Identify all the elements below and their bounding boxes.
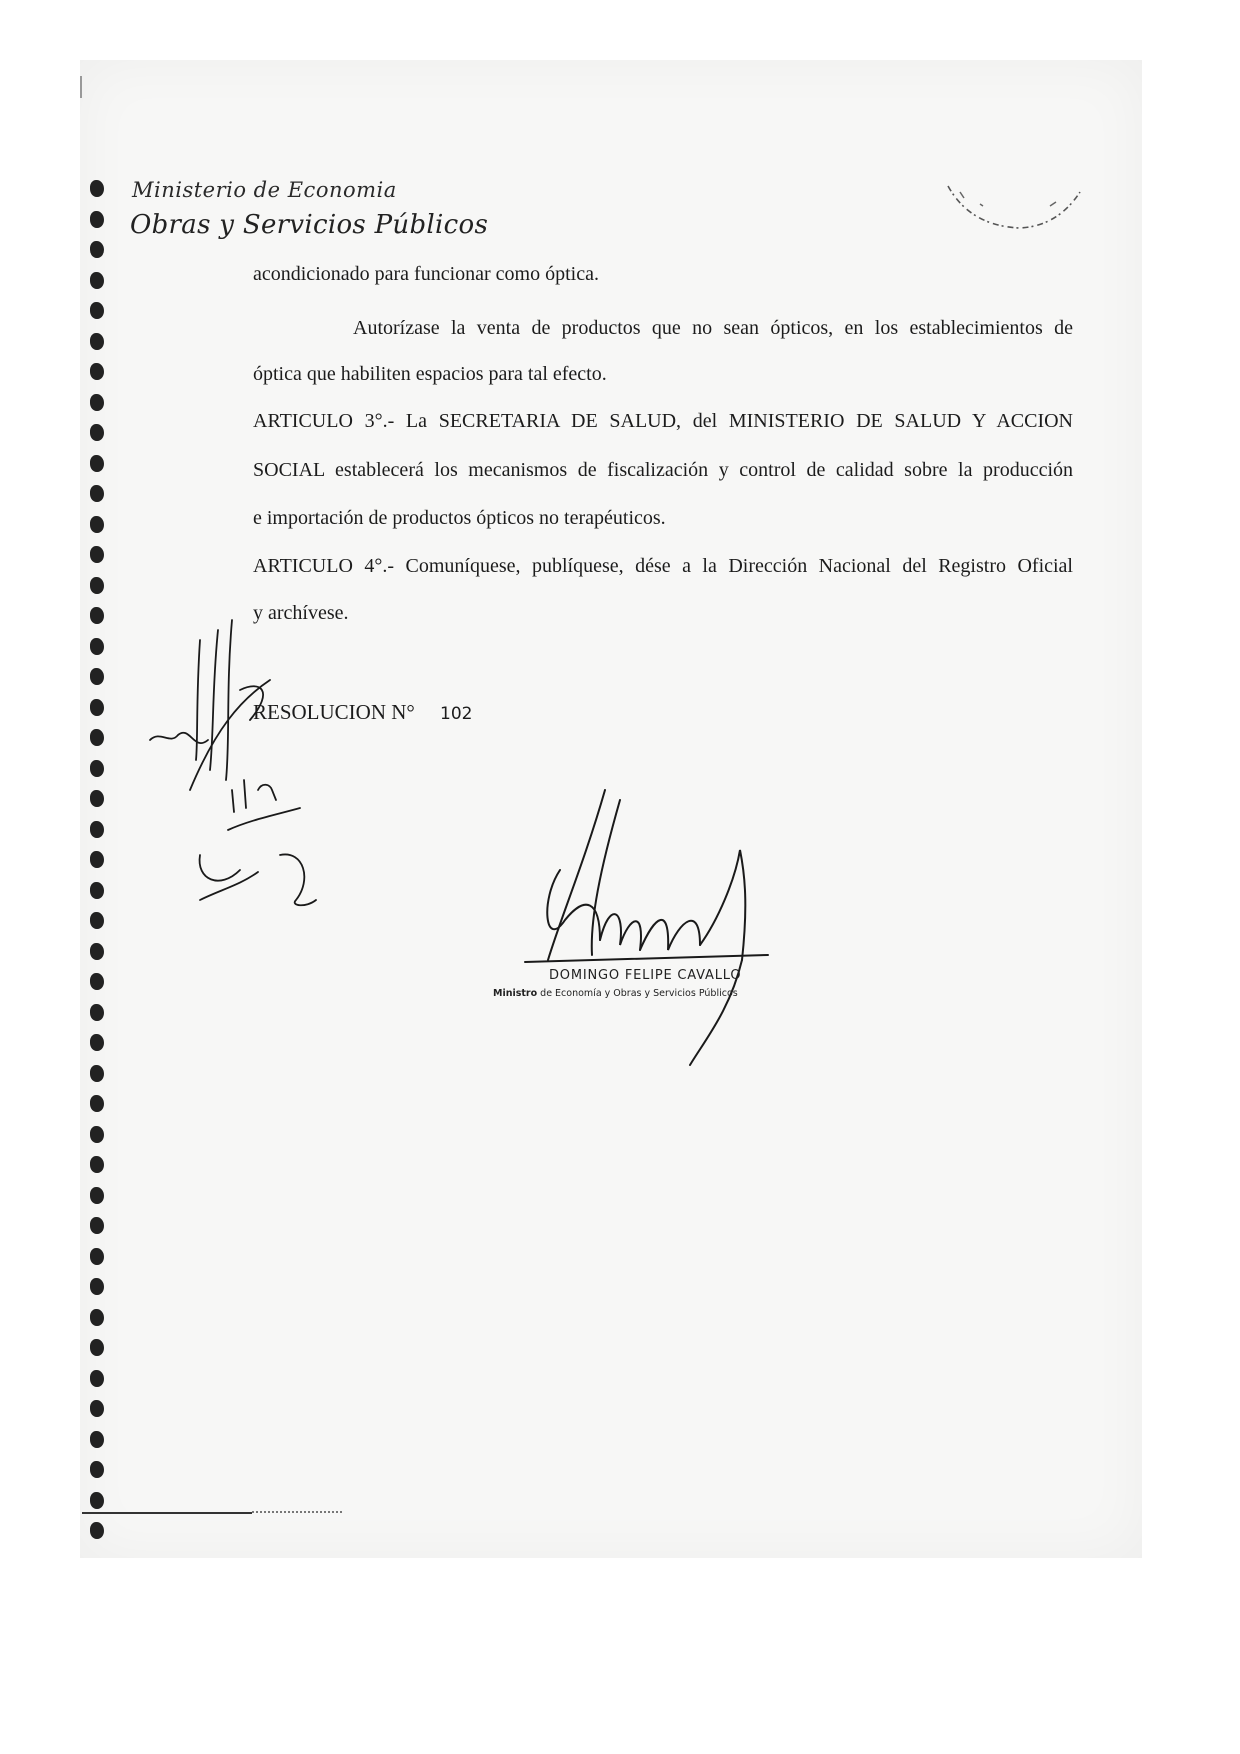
article-4-line: y archívese. (253, 602, 349, 624)
letterhead-division: Obras y Servicios Públicos (130, 210, 489, 240)
initials-signature (150, 620, 270, 790)
article-4-line: ARTICULO 4°.- Comuníquese, publíquese, dése a la Dirección Nacional del Registro Oficial (253, 555, 1073, 577)
article-3-line: e importación de productos ópticos no terapéuticos. (253, 507, 666, 529)
handwritten-date (200, 780, 316, 905)
letterhead-ministry: Ministerio de Economia (132, 178, 397, 202)
signatory-title-prefix: Ministro (493, 988, 538, 999)
minister-signature (525, 790, 768, 1065)
resolution-number: 102 (440, 704, 473, 724)
signatory-name: DOMINGO FELIPE CAVALLO (549, 968, 742, 983)
paragraph-line: óptica que habiliten espacios para tal efecto. (253, 363, 607, 385)
article-3-line: SOCIAL establecerá los mecanismos de fiscalización y control de calidad sobre la producción (253, 459, 1073, 481)
signatory-title (493, 988, 738, 999)
body-line: acondicionado para funcionar como óptica. (253, 263, 599, 285)
paragraph-line: Autorízase la venta de productos que no sean ópticos, en los establecimientos de (353, 317, 1073, 339)
signatory-title-rest: de Economía y Obras y Servicios Públicos (537, 988, 738, 999)
article-3-line: ARTICULO 3°.- La SECRETARIA DE SALUD, del MINISTERIO DE SALUD Y ACCION (253, 410, 1073, 432)
resolution-label: RESOLUCION N° (253, 700, 415, 724)
